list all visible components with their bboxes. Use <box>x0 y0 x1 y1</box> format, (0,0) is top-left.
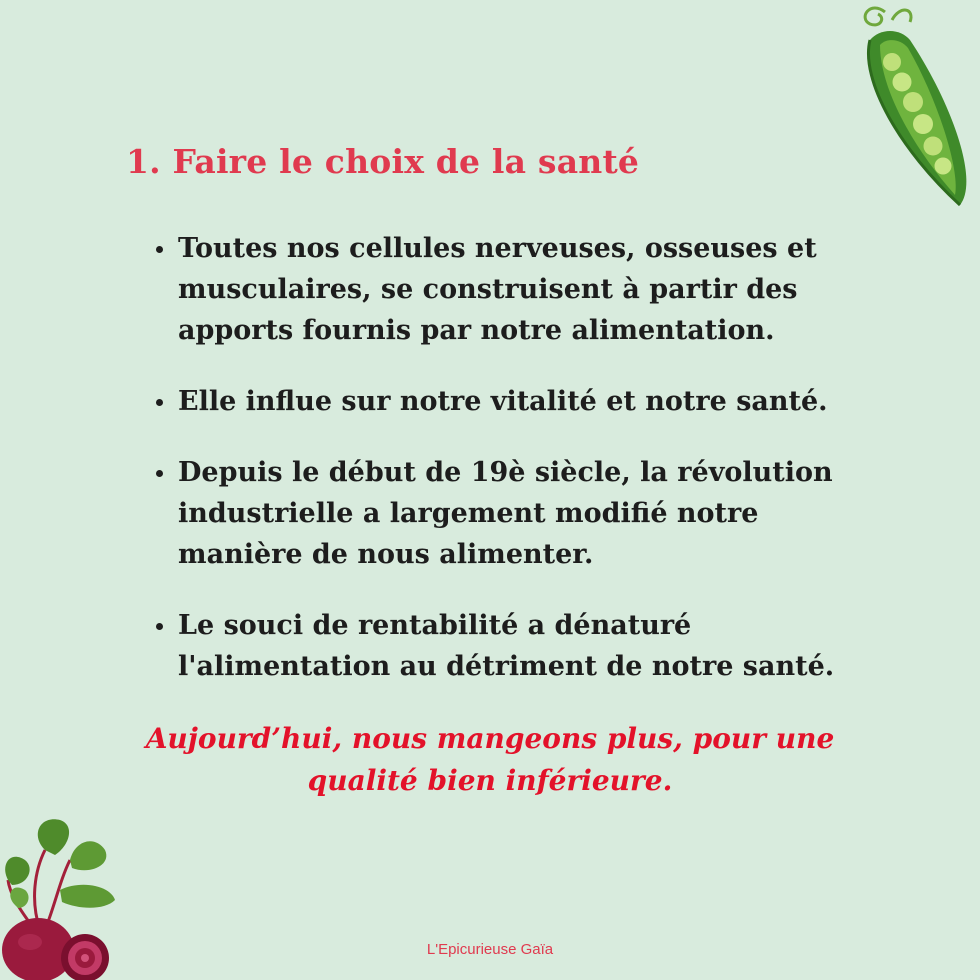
list-item-text: Toutes nos cellules nerveuses, osseuses et musculaires, se construisent à partir des apports fournis par notre alimentation. <box>178 233 817 346</box>
list-item <box>178 605 858 687</box>
list-item <box>178 381 858 422</box>
bullet-dot-icon <box>156 623 163 630</box>
page-title: 1. Faire le choix de la santé <box>126 142 640 181</box>
bullet-dot-icon <box>156 399 163 406</box>
list-item <box>178 228 858 351</box>
list-item-text: Elle influe sur notre vitalité et notre santé. <box>178 386 828 417</box>
brand-name: L'Epicurieuse Gaïa <box>426 941 554 958</box>
list-item <box>178 452 858 575</box>
list-item-text: Depuis le début de 19è siècle, la révolution industrielle a largement modifié notre manière de nous alimenter. <box>178 457 833 570</box>
list-item-text: Le souci de rentabilité a dénaturé l'alimentation au détriment de notre santé. <box>178 610 835 682</box>
bullet-list <box>178 228 858 717</box>
bullet-dot-icon <box>156 470 163 477</box>
bullet-dot-icon <box>156 246 163 253</box>
pea-pod-illustration <box>830 0 980 220</box>
conclusion-text: Aujourd’hui, nous mangeons plus, pour une qualité bien inférieure. <box>145 722 835 797</box>
